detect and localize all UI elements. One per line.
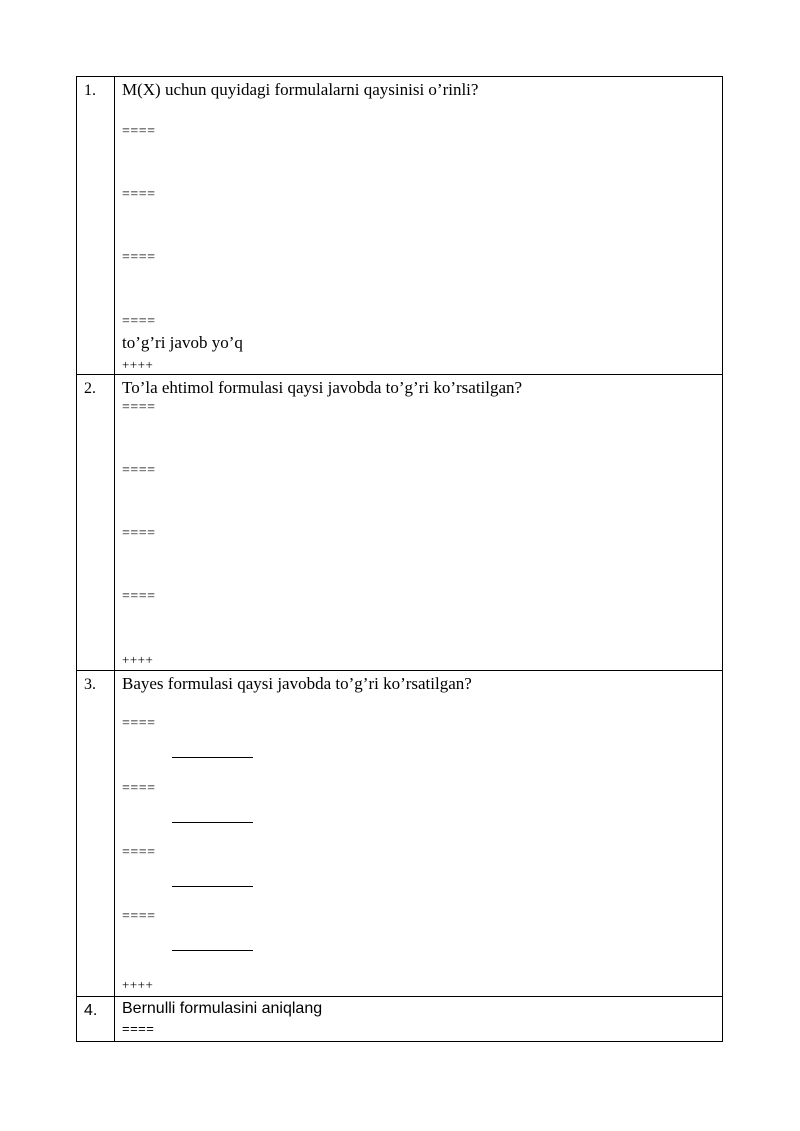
end-marker: ++++ xyxy=(122,977,154,992)
fraction-bar xyxy=(172,950,253,951)
fraction-bar xyxy=(172,822,253,823)
question-content-cell xyxy=(115,375,722,670)
question-number-cell xyxy=(77,77,115,374)
option-marker: ==== xyxy=(122,589,156,604)
option-marker: ==== xyxy=(122,187,156,202)
question-row-1 xyxy=(76,77,723,375)
answer-text: to’g’ri javob yo’q xyxy=(122,333,243,352)
option-marker: ==== xyxy=(122,400,156,415)
question-text: M(X) uchun quyidagi formulalarni qaysinisi o’rinli? xyxy=(122,80,479,99)
question-number: 4. xyxy=(84,1002,98,1019)
question-number-cell xyxy=(77,375,115,670)
option-marker: ==== xyxy=(122,845,156,860)
option-marker: ==== xyxy=(122,716,156,731)
end-marker: ++++ xyxy=(122,357,154,372)
question-number-cell xyxy=(77,671,115,996)
option-marker: ==== xyxy=(122,526,156,541)
option-marker: ==== xyxy=(122,124,156,139)
option-marker: ==== xyxy=(122,909,156,924)
option-marker: ==== xyxy=(122,463,156,478)
questions-table xyxy=(76,76,723,1042)
question-number: 3. xyxy=(84,676,96,693)
option-marker: ==== xyxy=(122,314,156,329)
fraction-bar xyxy=(172,757,253,758)
question-row-2 xyxy=(76,375,723,671)
question-row-3 xyxy=(76,671,723,997)
option-marker: ==== xyxy=(122,250,156,265)
fraction-bar xyxy=(172,886,253,887)
question-text: To’la ehtimol formulasi qaysi javobda to’g’ri ko’rsatilgan? xyxy=(122,378,523,397)
option-marker: ==== xyxy=(122,781,156,796)
question-content-cell xyxy=(115,671,722,996)
question-number-cell xyxy=(77,997,115,1041)
question-number: 1. xyxy=(84,82,96,99)
question-text: Bayes formulasi qaysi javobda to’g’ri ko’rsatilgan? xyxy=(122,674,472,693)
question-content-cell xyxy=(115,997,722,1041)
end-marker: ++++ xyxy=(122,652,154,667)
option-marker: ==== xyxy=(122,1021,155,1036)
question-text: Bernulli formulasini aniqlang xyxy=(122,1000,323,1017)
question-row-4 xyxy=(76,997,723,1042)
question-number: 2. xyxy=(84,380,96,397)
question-content-cell xyxy=(115,77,722,374)
